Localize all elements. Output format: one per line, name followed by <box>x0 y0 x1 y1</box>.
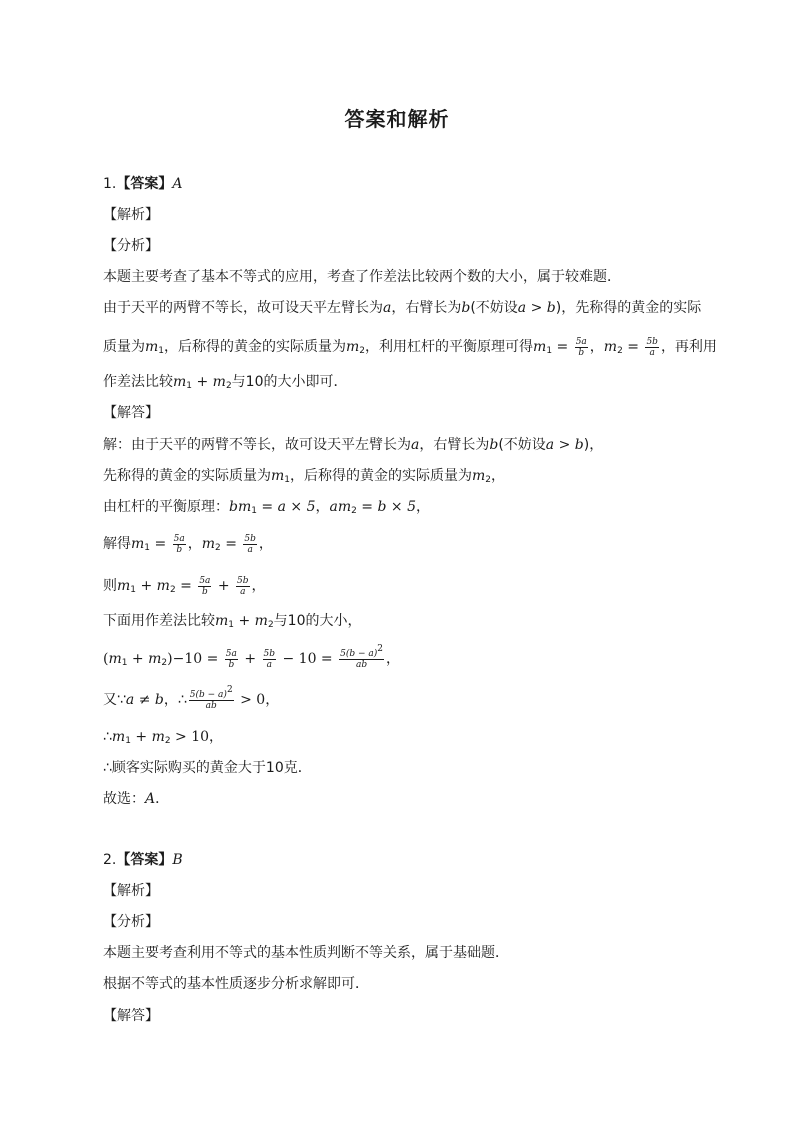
q1-analysis-line-2: 由于天平的两臂不等长，故可设天平左臂长为a，右臂长为b(不妨设a > b)，先称得的黄金的实际 <box>103 300 702 316</box>
fraction: $\frac{5b}{a}$ <box>646 336 658 358</box>
fraction: $\frac{5a}{b}$ <box>173 533 185 555</box>
q1-jiexi-heading: 【解析】 <box>103 207 159 223</box>
fraction: $\frac{5(b - a)^2}{ab}$ <box>340 643 383 670</box>
q1-answer-value: A <box>172 176 183 192</box>
q1-solution-line-2: 先称得的黄金的实际质量为$m_1$，后称得的黄金的实际质量为$m_2$， <box>103 468 506 485</box>
q2-number: 2. <box>103 852 117 868</box>
fraction: $\frac{5a}{b}$ <box>225 648 237 670</box>
q2-fenxi-heading: 【分析】 <box>103 914 159 930</box>
q1-analysis-line-4: 作差法比较$m_1 + m_2$与10的大小即可． <box>103 374 348 391</box>
q1-solution-line-11: 故选：A． <box>103 791 170 807</box>
q1-answer-line <box>103 173 694 195</box>
q2-jiexi-heading: 【解析】 <box>103 883 159 899</box>
q1-solution-line-4: 解得$m_1$ = $\frac{5a}{b}$ ，$m_2$ = $\frac{5b}{a}$ ， <box>103 533 273 555</box>
q1-solution-line-9: $\therefore m_1 + m_2 > 10$， <box>103 729 224 746</box>
q1-answer-tag: 【答案】 <box>116 176 173 192</box>
q1-solution-line-5: 则$m_1 + m_2$ = $\frac{5a}{b}$ + $\frac{5b}{a}$ ， <box>103 575 266 597</box>
fraction: $\frac{5a}{b}$ <box>575 336 587 358</box>
page-title: 答案和解析 <box>344 107 450 131</box>
q1-solution-line-8: 又∵a ≠ b，∴ $\frac{5(b - a)^2}{ab}$ > 0， <box>103 684 280 711</box>
fraction: $\frac{5b}{a}$ <box>263 648 276 670</box>
q1-number: 1. <box>103 176 117 192</box>
q2-analysis-line-1: 本题主要考查利用不等式的基本性质判断不等关系，属于基础题． <box>103 945 509 961</box>
q1-solution-line-10: ∴顾客实际购买的黄金大于10克． <box>103 760 312 776</box>
fraction: $\frac{5(b - a)^2}{ab}$ <box>189 684 233 711</box>
fraction: $\frac{5a}{b}$ <box>199 575 211 597</box>
q1-solution-line-7: $(m_1 + m_2)-10$ = $\frac{5a}{b}$ + $\frac{5b}{a}$ − 10 = $\frac{5(b - a)^2}{ab}$ ， <box>103 643 400 670</box>
q1-solution-line-3: 由杠杆的平衡原理：$bm_1 = a \times 5$，$am_2 = b \times 5$， <box>103 499 430 516</box>
q2-answer-value: B <box>172 852 183 868</box>
q1-solution-line-6: 下面用作差法比较$m_1 + m_2$与10的大小， <box>103 613 362 630</box>
q1-fenxi-heading: 【分析】 <box>103 238 159 254</box>
q2-analysis-line-2: 根据不等式的基本性质逐步分析求解即可． <box>103 976 369 992</box>
q2-jieda-heading: 【解答】 <box>103 1008 159 1024</box>
q1-solution-line-1: 解：由于天平的两臂不等长，故可设天平左臂长为a，右臂长为b(不妨设a > b)， <box>103 437 604 453</box>
q1-analysis-line-3: 质量为$m_1$，后称得的黄金的实际质量为$m_2$，利用杠杆的平衡原理可得$m_1$ = $\frac{5a}{b}$ ，$m_2$ = $\frac{5b}{a}$ ，再利用 <box>103 336 717 358</box>
fraction: $\frac{5b}{a}$ <box>237 575 249 597</box>
fraction: $\frac{5b}{a}$ <box>244 533 256 555</box>
q1-jieda-heading: 【解答】 <box>103 405 159 421</box>
q1-analysis-line-1: 本题主要考查了基本不等式的应用，考查了作差法比较两个数的大小，属于较难题． <box>103 269 621 285</box>
q2-answer-line <box>103 849 694 871</box>
q2-answer-tag: 【答案】 <box>116 852 173 868</box>
